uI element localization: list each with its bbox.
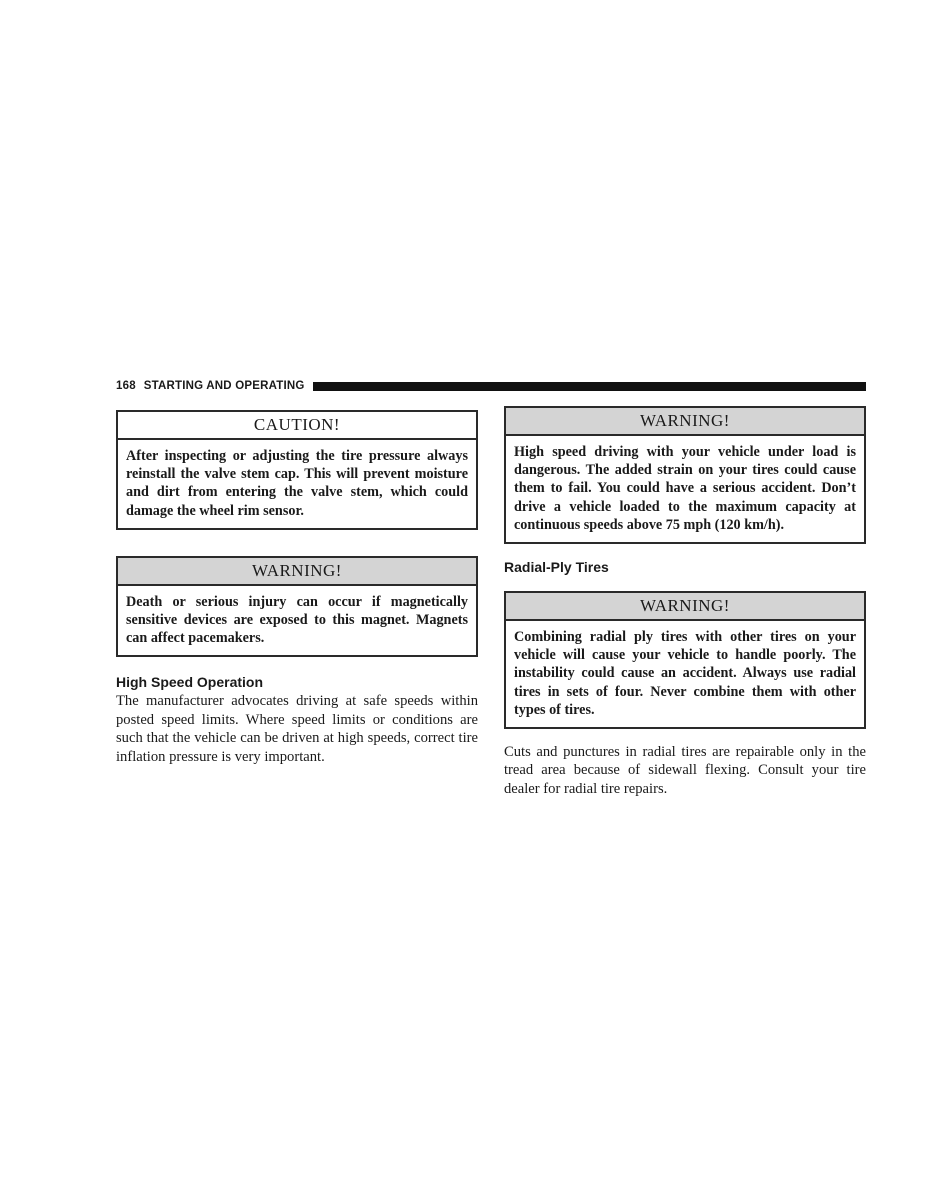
warning-radial-box: [504, 591, 866, 729]
warning-radial-body: Combining radial ply tires with other tires on your vehicle will cause your vehicle to handle poorly. The instability could cause an accident. Always use radial tires in sets of four. Never combine them with other types of tires.: [514, 629, 856, 718]
caution-box: [116, 410, 478, 530]
left-column: [116, 406, 478, 766]
section-title: STARTING AND OPERATING: [143, 380, 305, 392]
radial-ply-heading: Radial-Ply Tires: [504, 559, 609, 576]
warning-load-title: WARNING!: [506, 408, 864, 436]
caution-title: CAUTION!: [118, 412, 476, 440]
warning-load-box: [504, 406, 866, 544]
high-speed-heading: High Speed Operation: [116, 674, 264, 691]
right-column: [504, 406, 866, 798]
warning-load-body: High speed driving with your vehicle under load is dangerous. The added strain on your tires could cause them to fail. You could have a serious accident. Don’t drive a vehicle loaded to the maximum capacity at continuous speeds above 75 mph (120 km/h).: [514, 444, 856, 533]
warning-radial-title: WARNING!: [506, 593, 864, 621]
radial-repair-text: Cuts and punctures in radial tires are repairable only in the tread area because of sidewall flexing. Consult your tire dealer for radial tire repairs.: [504, 744, 866, 797]
warning-magnet-box: [116, 556, 478, 658]
header-rule: [313, 382, 866, 391]
page-number: 168: [116, 380, 136, 392]
warning-magnet-body: Death or serious injury can occur if magnetically sensitive devices are exposed to this magnet. Magnets can affect pacemakers.: [126, 593, 468, 647]
warning-magnet-title: WARNING!: [118, 558, 476, 586]
caution-body: After inspecting or adjusting the tire pressure always reinstall the valve stem cap. This will prevent moisture and dirt from entering the valve stem, which could damage the wheel rim sensor.: [126, 448, 468, 519]
page-header: [116, 379, 866, 393]
high-speed-text: The manufacturer advocates driving at safe speeds within posted speed limits. Where speed limits or conditions are such that the vehicle can be driven at high speeds, correct tire inflation pressure is very important.: [116, 693, 478, 765]
